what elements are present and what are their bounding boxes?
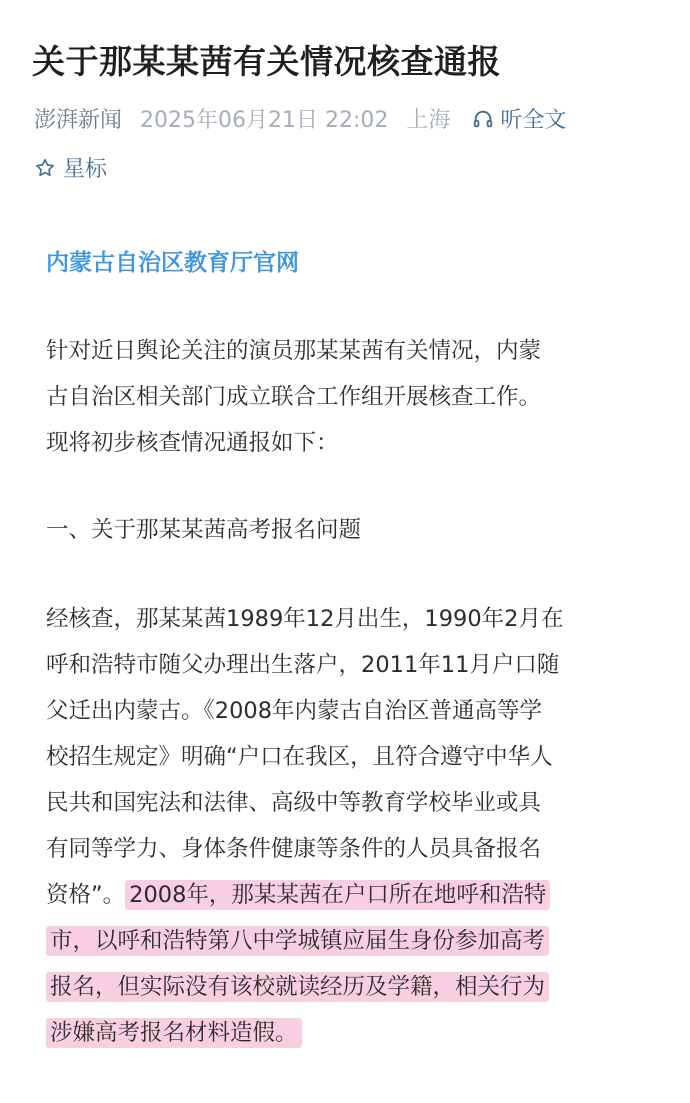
text-line: 经核查，那某某茜1989年12月出生，1990年2月在: [46, 606, 564, 632]
text-line: 现将初步核查情况通报如下：: [46, 430, 339, 456]
listen-label: 听全文: [500, 108, 567, 133]
text-line: 呼和浩特市随父办理出生落户，2011年11月户口随: [46, 652, 560, 678]
text-line: [46, 918, 563, 964]
text-line: 古自治区相关部门成立联合工作组开展核查工作。: [46, 384, 542, 410]
text-line: 有同等学力、身体条件健康等条件的人员具备报名: [46, 836, 542, 862]
highlighted-text: 报名，但实际没有该校就读经历及学籍，相关行为: [46, 972, 549, 1002]
text-line: [46, 1010, 563, 1056]
text-line: 父迁出内蒙古。《2008年内蒙古自治区普通高等学: [46, 698, 543, 724]
section-heading: 一、关于那某某茜高考报名问题: [46, 517, 362, 543]
publish-location: 上海: [406, 108, 451, 133]
text-line: 校招生规定》明确“户口在我区，且符合遵守中华人: [46, 744, 553, 770]
listen-button[interactable]: [472, 103, 566, 134]
source-name[interactable]: 澎湃新闻: [34, 108, 123, 133]
text-line: [46, 872, 563, 918]
publish-datetime: 2025年06月21日 22:02: [140, 108, 389, 133]
publisher-link[interactable]: 内蒙古自治区教育厅官网: [46, 250, 299, 276]
article-meta: [34, 103, 566, 134]
highlighted-text: 涉嫌高考报名材料造假。: [46, 1018, 302, 1048]
highlighted-text: 市，以呼和浩特第八中学城镇应届生身份参加高考: [46, 926, 549, 956]
star-label: 星标: [63, 157, 108, 182]
paragraph-intro: [46, 328, 541, 466]
headphones-icon: [472, 108, 494, 130]
star-icon: [34, 157, 56, 179]
highlighted-text: 2008年，那某某茜在户口所在地呼和浩特: [125, 880, 550, 910]
text-line: [46, 964, 563, 1010]
text-line: 民共和国宪法和法律、高级中等教育学校毕业或具: [46, 790, 542, 816]
text-line: 针对近日舆论关注的演员那某某茜有关情况，内蒙: [46, 338, 542, 364]
article-title: 关于那某某茜有关情况核查通报: [32, 42, 501, 81]
star-button[interactable]: [34, 152, 107, 183]
paragraph-findings: [46, 596, 563, 1056]
text-plain: 资格”。: [46, 882, 126, 908]
